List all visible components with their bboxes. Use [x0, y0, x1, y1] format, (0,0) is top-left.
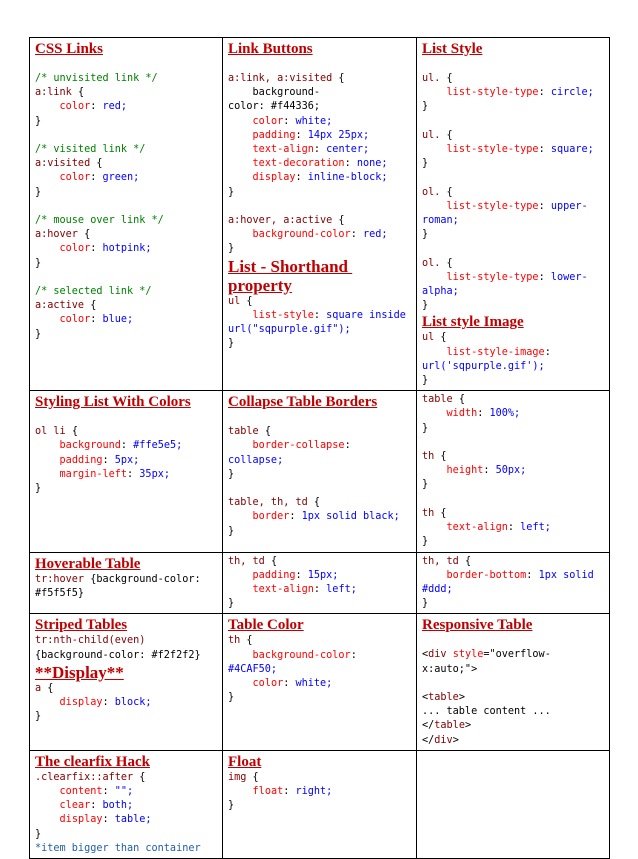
- code-responsive-table: <div style="overflow-x:auto;"> <table> ... table content ... </table> </div>: [422, 649, 551, 746]
- row-3: [30, 552, 610, 614]
- heading-link-buttons: Link Buttons: [228, 41, 313, 57]
- cell-empty: [417, 750, 610, 858]
- code-styling-list-colors: ol li { background: #ffe5e5; padding: 5px; margin-left: 35px; }: [35, 426, 183, 495]
- code-table-sizing: table { width: 100%; } th { height: 50px; } th { text-align: left; }: [422, 394, 551, 548]
- code-list-style: ul. { list-style-type: circle; } ul. { list-style-type: square; } ol. { list-style-type: upper-roman; } ol. { list-style-type: lower-alpha; }: [422, 73, 594, 312]
- cell-clearfix: [30, 750, 223, 858]
- heading-table-color: Table Color: [228, 617, 304, 634]
- heading-list-style-image: List style Image: [422, 314, 524, 331]
- cell-responsive-table: [417, 614, 610, 750]
- code-list-shorthand: ul { list-style: square inside url("sqpurple.gif"); }: [228, 295, 413, 350]
- cell-padding-align: [223, 552, 417, 614]
- code-display: a { display: block; }: [35, 682, 152, 723]
- heading-collapse-borders: Collapse Table Borders: [228, 394, 378, 411]
- heading-float: Float: [228, 753, 262, 770]
- cell-float: [223, 750, 417, 858]
- code-link-buttons: a:link, a:visited { background- color: #f44336; color: white; padding: 14px 25px; text-align: center; text-decoration: none; display: inline-block; } a:hover, a:active { background-color: red; }: [228, 73, 388, 255]
- heading-list-shorthand: List - Shorthand property: [228, 256, 353, 295]
- heading-list-style: List Style: [422, 41, 483, 57]
- code-hoverable-table: tr:hover {background-color: #f5f5f5}: [35, 573, 207, 599]
- heading-clearfix: The clearfix Hack: [35, 753, 150, 770]
- heading-display: **Display**: [35, 662, 124, 682]
- code-css-links: /* unvisited link */ a:link { color: red; } /* visited link */ a:visited { color: green; } /* mouse over link */ a:hover { color: hotpink; } /* selected link */ a:active { color: blue; }: [35, 73, 164, 340]
- cell-bottom-border: [417, 552, 610, 614]
- code-striped-tables: tr:nth-child(even) {background-color: #f2f2f2}: [35, 635, 201, 661]
- heading-styling-list-colors: Styling List With Colors: [35, 394, 191, 411]
- note-clearfix: *item bigger than container: [35, 842, 201, 854]
- row-2: [30, 391, 610, 552]
- code-collapse-borders: table { border-collapse: collapse; } table, th, td { border: 1px solid black; }: [228, 426, 400, 537]
- row-5: [30, 750, 610, 858]
- cell-collapse-borders: [223, 391, 417, 552]
- code-list-style-image: ul { list-style-image: url('sqpurple.gif'); }: [422, 332, 557, 387]
- code-padding-align: th, td { padding: 15px; text-align: left; }: [228, 555, 357, 610]
- code-bottom-border: th, td { border-bottom: 1px solid #ddd; }: [422, 555, 600, 610]
- cell-table-color: [223, 614, 417, 750]
- heading-hoverable-table: Hoverable Table: [35, 555, 141, 572]
- code-table-color: th { background-color: #4CAF50; color: white; }: [228, 635, 363, 704]
- cell-css-links: [30, 38, 223, 391]
- css-cheatsheet-table: [29, 37, 610, 859]
- cell-styling-list-colors: [30, 391, 223, 552]
- code-clearfix: .clearfix::after { content: ""; clear: both; display: table; }: [35, 771, 152, 840]
- cell-link-buttons: [223, 38, 417, 391]
- cell-table-sizing: [417, 391, 610, 552]
- cell-striped-tables: [30, 614, 223, 750]
- heading-css-links: CSS Links: [35, 41, 103, 57]
- row-1: [30, 38, 610, 391]
- cell-hoverable-table: [30, 552, 223, 614]
- row-4: [30, 614, 610, 750]
- heading-striped-tables: Striped Tables: [35, 617, 128, 634]
- cell-list-style: [417, 38, 610, 391]
- heading-responsive-table: Responsive Table: [422, 617, 533, 634]
- code-float: img { float: right; }: [228, 771, 333, 812]
